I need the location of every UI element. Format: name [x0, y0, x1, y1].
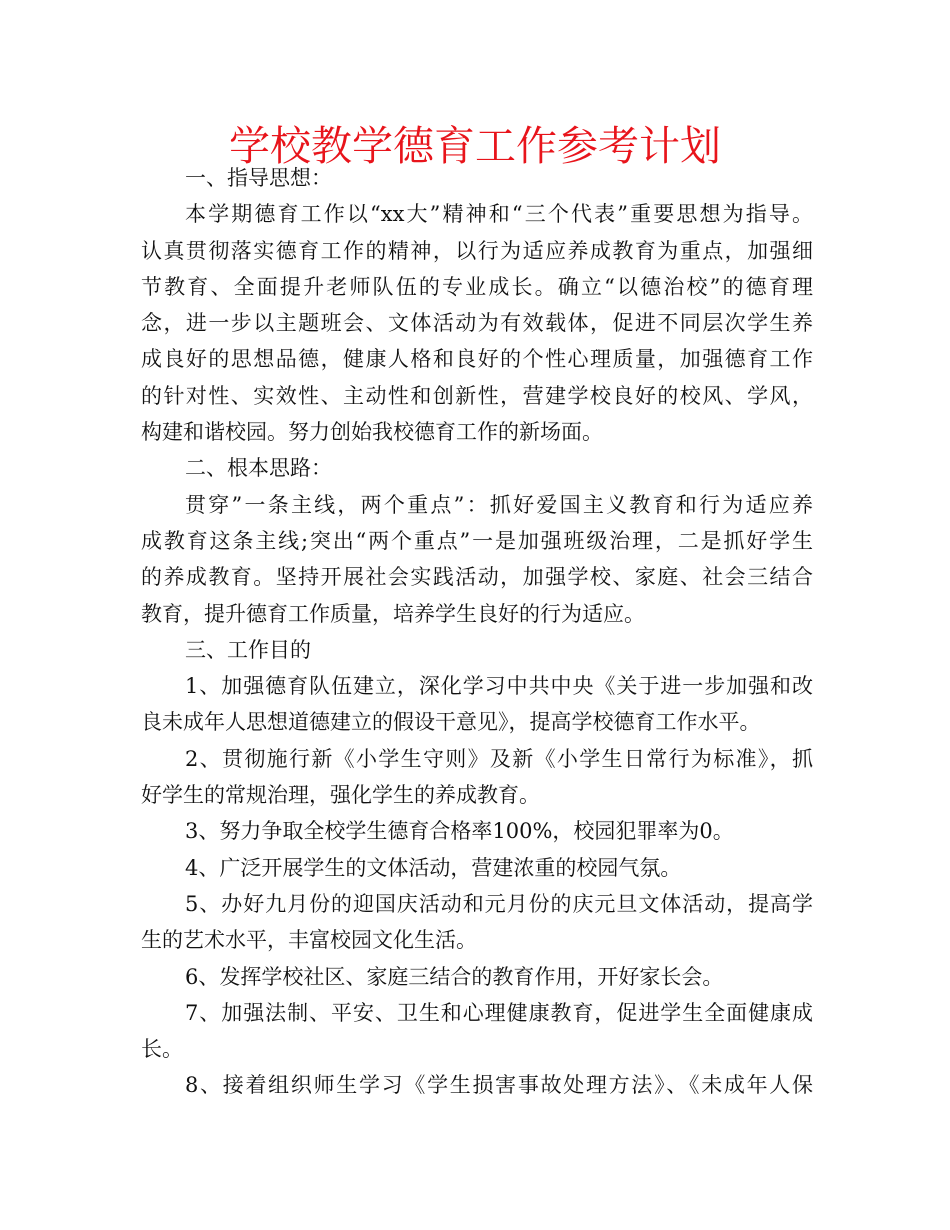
body-line: 7、加强法制、平安、卫生和心理健康教育，促进学生全面健康成 [185, 1000, 813, 1025]
body-line: 好学生的常规治理，强化学生的养成教育。 [141, 783, 540, 808]
body-line: 贯穿”一条主线，两个重点”：抓好爱国主义教育和行为适应养 [185, 492, 813, 517]
body-line: 生的艺术水平，丰富校园文化生活。 [141, 928, 477, 953]
body-line: 二、根本思路： [185, 456, 332, 481]
body-line: 5、办好九月份的迎国庆活动和元月份的庆元旦文体活动，提高学 [185, 891, 813, 916]
body-line: 3、努力争取全校学生德育合格率100%，校园犯罪率为0。 [185, 819, 734, 844]
body-line: 节教育、全面提升老师队伍的专业成长。确立“以德治校”的德育理 [141, 274, 813, 299]
body-line: 一、指导思想： [185, 166, 332, 190]
body-line: 长。 [141, 1037, 183, 1062]
body-line: 认真贯彻落实德育工作的精神，以行为适应养成教育为重点，加强细 [141, 238, 813, 263]
body-line: 教育，提升德育工作质量，培养学生良好的行为适应。 [141, 601, 645, 626]
document-title: 学校教学德育工作参考计划 [229, 122, 721, 170]
body-line: 本学期德育工作以“xx大”精神和“三个代表”重要思想为指导。 [185, 202, 813, 227]
document-body [141, 160, 813, 1104]
body-line: 8、接着组织师生学习《学生损害事故处理方法》、《未成年人保 [185, 1073, 813, 1098]
body-line: 2、贯彻施行新《小学生守则》及新《小学生日常行为标准》，抓 [185, 746, 813, 771]
body-line: 的针对性、实效性、主动性和创新性，营建学校良好的校风、学风， [141, 383, 813, 408]
body-line: 成教育这条主线;突出“两个重点”一是加强班级治理，二是抓好学生 [141, 528, 813, 553]
body-line: 念，进一步以主题班会、文体活动为有效载体，促进不同层次学生养 [141, 311, 813, 336]
body-line: 良未成年人思想道德建立的假设干意见》，提高学校德育工作水平。 [141, 710, 761, 735]
body-line: 4、广泛开展学生的文体活动，营建浓重的校园气氛。 [185, 855, 682, 880]
body-line: 的养成教育。坚持开展社会实践活动，加强学校、家庭、社会三结合 [141, 565, 813, 590]
body-line: 构建和谐校园。努力创始我校德育工作的新场面。 [141, 420, 603, 445]
body-line: 成良好的思想品德，健康人格和良好的个性心理质量，加强德育工作 [141, 347, 813, 372]
body-line: 三、工作目的 [185, 637, 311, 662]
body-line: 1、加强德育队伍建立，深化学习中共中央《关于进一步加强和改 [185, 674, 813, 699]
body-line: 6、发挥学校社区、家庭三结合的教育作用，开好家长会。 [185, 964, 724, 989]
